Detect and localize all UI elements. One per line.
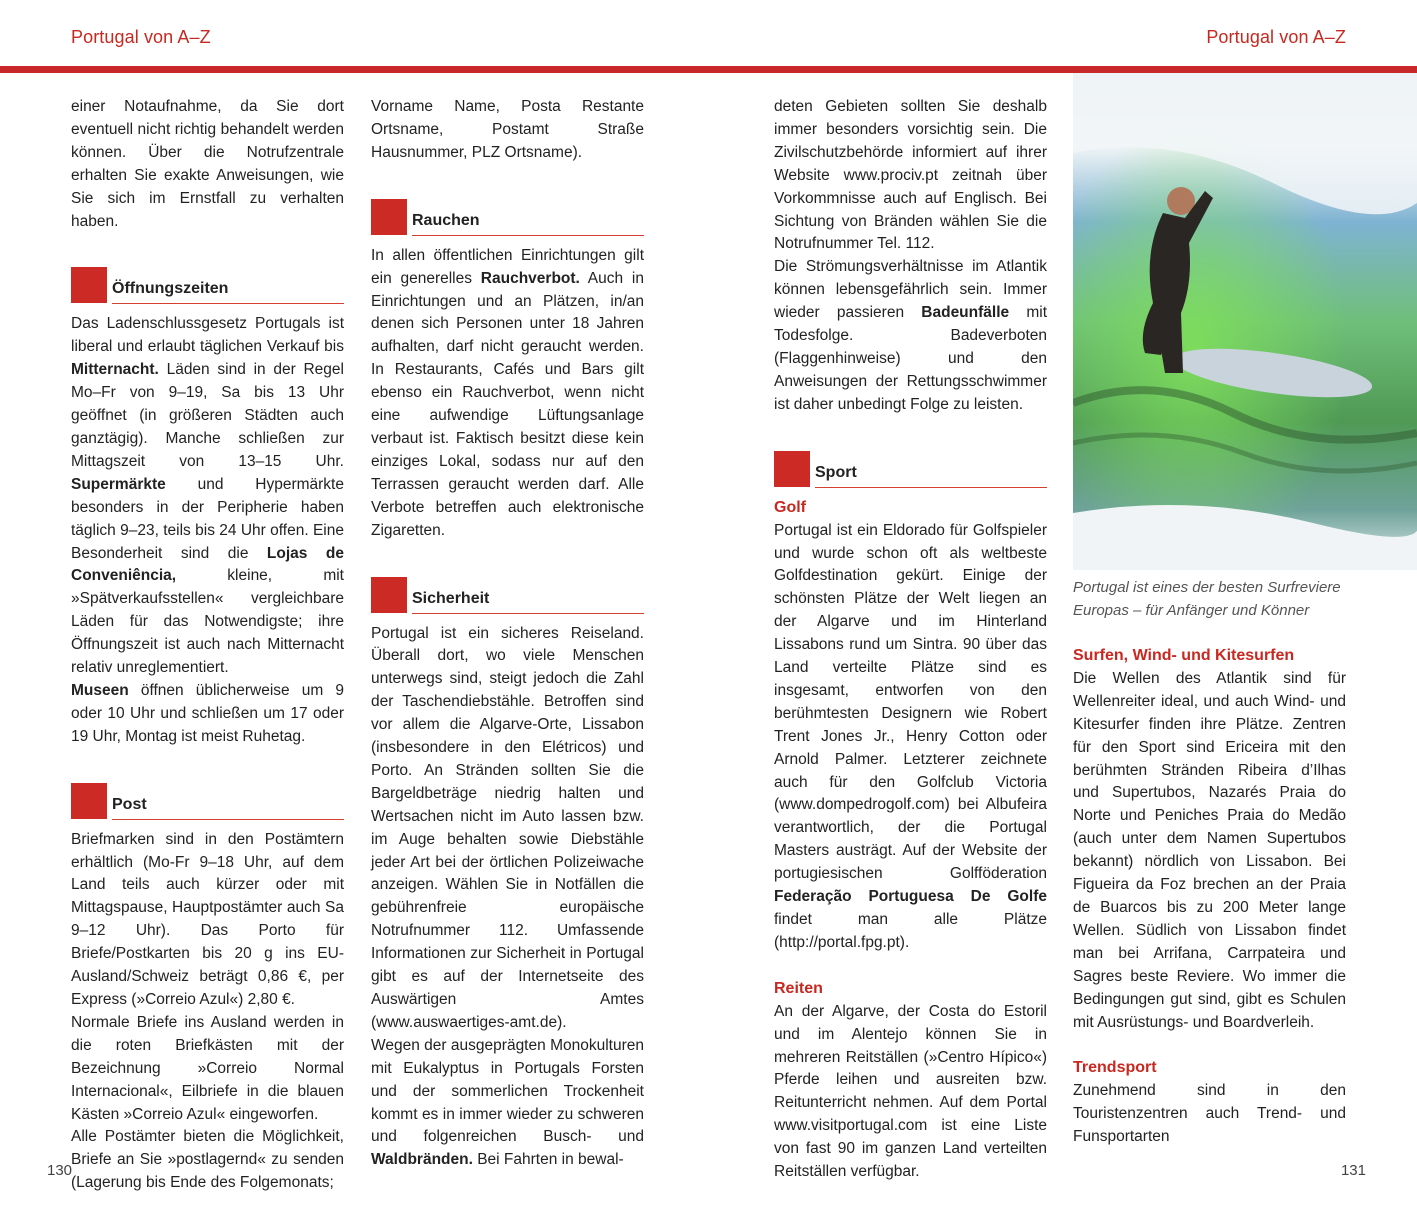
baden-paragraph: Die Strömungsverhältnisse im Atlantik können lebensgefährlich sein. Immer wieder passieren Badeunfälle mit Todesfolge. Badeverboten (Flaggenhinweise) und den Anweisungen der Rettungsschwimmer ist daher unbedingt Folge zu leisten.: [774, 258, 1048, 413]
post-paragraph-3: Alle Postämter bieten die Möglichkeit, Briefe an Sie »postlagernd« zu senden (Lagerung bis Ende des Folgemonats;: [71, 1128, 344, 1192]
section-title: Sport: [815, 463, 857, 481]
sicherheit-paragraph-1: Portugal ist ein sicheres Reiseland. Überall dort, wo viele Menschen unterwegs sind, steigt jedoch die Zahl der Taschendiebstähle. Betroffen sind vor allem die Algarve-Orte, Lissabon (insbesondere in den Elétricos) und Porto. An Stränden sollten Sie die Bargeldbeträge niedrig halten und Wertsachen nicht im Auto lassen bzw. im Auge behalten sowie Diebstähle jeder Art bei der örtlichen Polizeiwache anzeigen. Wählen Sie in Notfällen die gebührenfreie europäische Notrufnummer 112. Umfassende Informationen zur Sicherheit in Portugal gibt es auf der Internetseite des Auswärtigen Amtes (www.auswaertiges-amt.de).: [371, 624, 644, 1031]
section-title: Öffnungszeiten: [112, 280, 229, 298]
section-header-sicherheit: [371, 577, 644, 615]
surfer-photo: [1073, 73, 1417, 570]
section-header-sport: [774, 451, 1047, 489]
post-paragraph-2: Normale Briefe ins Ausland werden in die roten Briefkästen mit der Bezeichnung »Correio Normal Internacional«, Eilbriefe in die blauen Kästen »Correio Azul« eingeworfen.: [71, 1013, 344, 1123]
subheading-surfen: Surfen, Wind- und Kitesurfen: [1073, 647, 1295, 664]
page-number-left: 130: [47, 1162, 73, 1179]
page-number-right: 131: [1340, 1162, 1366, 1179]
trendsport-paragraph: Zunehmend sind in den Touristenzentren auch Trend- und Funsportarten: [1073, 1082, 1346, 1146]
reiten-paragraph: An der Algarve, der Costa do Estoril und im Alentejo können Sie in mehreren Reitställen (»Centro Hípico«) Pferde leihen und ausreiten bzw. Reitunterricht nehmen. Auf dem Portal www.visitportugal.com ist eine Liste von fast 90 im ganzen Land verteilten Reitställen verfügbar.: [774, 1002, 1047, 1181]
golf-paragraph: Portugal ist ein Eldorado für Golfspieler und wurde schon oft als weltbeste Golfdestination gekürt. Einige der schönsten Plätze der Welt liegen an der Algarve und im Hinterland Lissabons rund um Sintra. 90 über das Land verteilte Plätze sind es insgesamt, entworfen von den berühmtesten Designern wie Robert Trent Jones Jr., Henry Cotton oder Arnold Palmer. Letzterer zeichnete auch für den Golfclub Victoria (www.dompedrogolf.com) bei Albufeira verantwortlich, der die Portugal Masters austrägt. Auf der Website der portugiesischen Golfföderation Federação Portuguesa De Golfe findet man alle Plätze (http://portal.fpg.pt).: [774, 521, 1047, 951]
section-rule: [112, 819, 344, 820]
intro-paragraph: einer Notaufnahme, da Sie dort eventuell nicht richtig behandelt werden können. Über die Notrufzentrale erhalten Sie exakte Anweisungen, wie Sie sich im Ernstfall zu verhalten haben.: [71, 98, 344, 230]
section-rule: [412, 613, 644, 614]
header-rule: [0, 66, 1417, 73]
column-4: [1073, 576, 1346, 1149]
section-rule: [112, 303, 344, 304]
section-title: Sicherheit: [412, 589, 490, 607]
section-title: Post: [112, 795, 147, 813]
column-2: [371, 96, 644, 1172]
surfen-paragraph: Die Wellen des Atlantik sind für Wellenreiter ideal, und auch Wind- und Kitesurfer finden ihre Plätze. Zentren für den Sport sind Ericeira mit den berühmten Stränden Ribeira d’Ilhas und Supertubos, Nazarés Praia do Norte und Peniches Praia do Medão (auch unter dem Namen Supertubos bekannt) nördlich von Lissabon. Bei Figueira da Foz brechen an der Praia de Buarcos bis zu 200 Meter lange Wellen. Südlich von Lissabon findet man bei Arrifana, Carrpateira und Sagres beste Reviere. Wo immer die Bedingungen gut sind, gibt es Schulen mit Ausrüstungs- und Boardverleih.: [1073, 669, 1346, 1031]
column-3: [774, 96, 1047, 1184]
oeffnungszeiten-paragraph: Das Ladenschlussgesetz Portugals ist liberal und erlaubt täglichen Verkauf bis Mitternacht. Läden sind in der Regel Mo–Fr von 9–19, Sa bis 13 Uhr geöffnet (in größeren Städten auch ganztägig). Manche schließen zur Mittagszeit von 13–15 Uhr. Supermärkte und Hypermärkte besonders in der Peripherie haben täglich 9–23, teils bis 24 Uhr offen. Eine Besonderheit sind die Lojas de Conveniência, kleine, mit »Spätverkaufsstellen« vergleichbare Läden für das Notwendigste; ihre Öffnungszeit ist auch nach Mitternacht relativ unreglementiert.: [71, 315, 344, 677]
section-rule: [815, 487, 1047, 488]
section-header-post: [71, 783, 344, 821]
surfer-image-icon: [1073, 73, 1417, 570]
museen-paragraph: Museen öffnen üblicherweise um 9 oder 10 Uhr und schließen um 17 oder 19 Uhr, Montag ist meist Ruhetag.: [71, 681, 344, 745]
section-marker-icon: [71, 783, 107, 819]
running-head-right: Portugal von A–Z: [1206, 27, 1346, 47]
sicherheit-continued-paragraph: deten Gebieten sollten Sie deshalb immer besonders vorsichtig sein. Die Zivilschutzbehörde informiert auf ihrer Website www.prociv.pt zeitnah über Vorkommnisse auch auf Englisch. Bei Sichtung von Bränden wählen Sie die Notrufnummer Tel. 112.: [774, 98, 1047, 253]
post-paragraph-1: Briefmarken sind in den Postämtern erhältlich (Mo-Fr 9–18 Uhr, auf dem Land teils auch kürzer oder mit Mittagspause, Hauptpostämter auch Sa 9–12 Uhr). Das Porto für Briefe/Postkarten bis 20 g ins EU-Ausland/Schweiz beträgt 0,86 €, per Express (»Correio Azul«) 2,80 €.: [71, 830, 344, 1008]
section-rule: [412, 235, 644, 236]
intro-paragraph: Vorname Name, Posta Restante Ortsname, Postamt Straße Hausnummer, PLZ Ortsname).: [371, 98, 644, 161]
column-1: [71, 96, 344, 1195]
section-marker-icon: [371, 577, 407, 613]
subheading-golf: Golf: [774, 498, 806, 516]
section-marker-icon: [774, 451, 810, 487]
photo-caption: Portugal ist eines der besten Surfreviere Europas – für Anfänger und Könner: [1073, 579, 1341, 619]
section-marker-icon: [71, 267, 107, 303]
subheading-trendsport: Trendsport: [1073, 1059, 1157, 1077]
section-marker-icon: [371, 199, 407, 235]
section-title: Rauchen: [412, 211, 480, 229]
sicherheit-paragraph-2: Wegen der ausgeprägten Monokulturen mit Eukalyptus in Portugals Forsten und der sommerlichen Trockenheit kommt es in immer wieder zu schweren und folgenreichen Busch- und Waldbränden. Bei Fahrten in bewal-: [371, 1036, 644, 1169]
subheading-reiten: Reiten: [774, 979, 823, 997]
running-head-left: Portugal von A–Z: [71, 27, 211, 47]
section-header-oeffnungszeiten: [71, 267, 344, 305]
section-header-rauchen: [371, 199, 644, 237]
rauchen-paragraph: In allen öffentlichen Einrichtungen gilt ein generelles Rauchverbot. Auch in Einrichtungen und an Plätzen, in/an denen sich Personen unter 18 Jahren aufhalten, darf nicht geraucht werden. In Restaurants, Cafés und Bars gilt ebenso ein Rauchverbot, wenn nicht eine aufwendige Lüftungsanlage verbaut ist. Faktisch besitzt diese kein einziges Lokal, sodass nur auf den Terrassen geraucht werden darf. Alle Verbote betreffen auch elektronische Zigaretten.: [371, 246, 644, 539]
